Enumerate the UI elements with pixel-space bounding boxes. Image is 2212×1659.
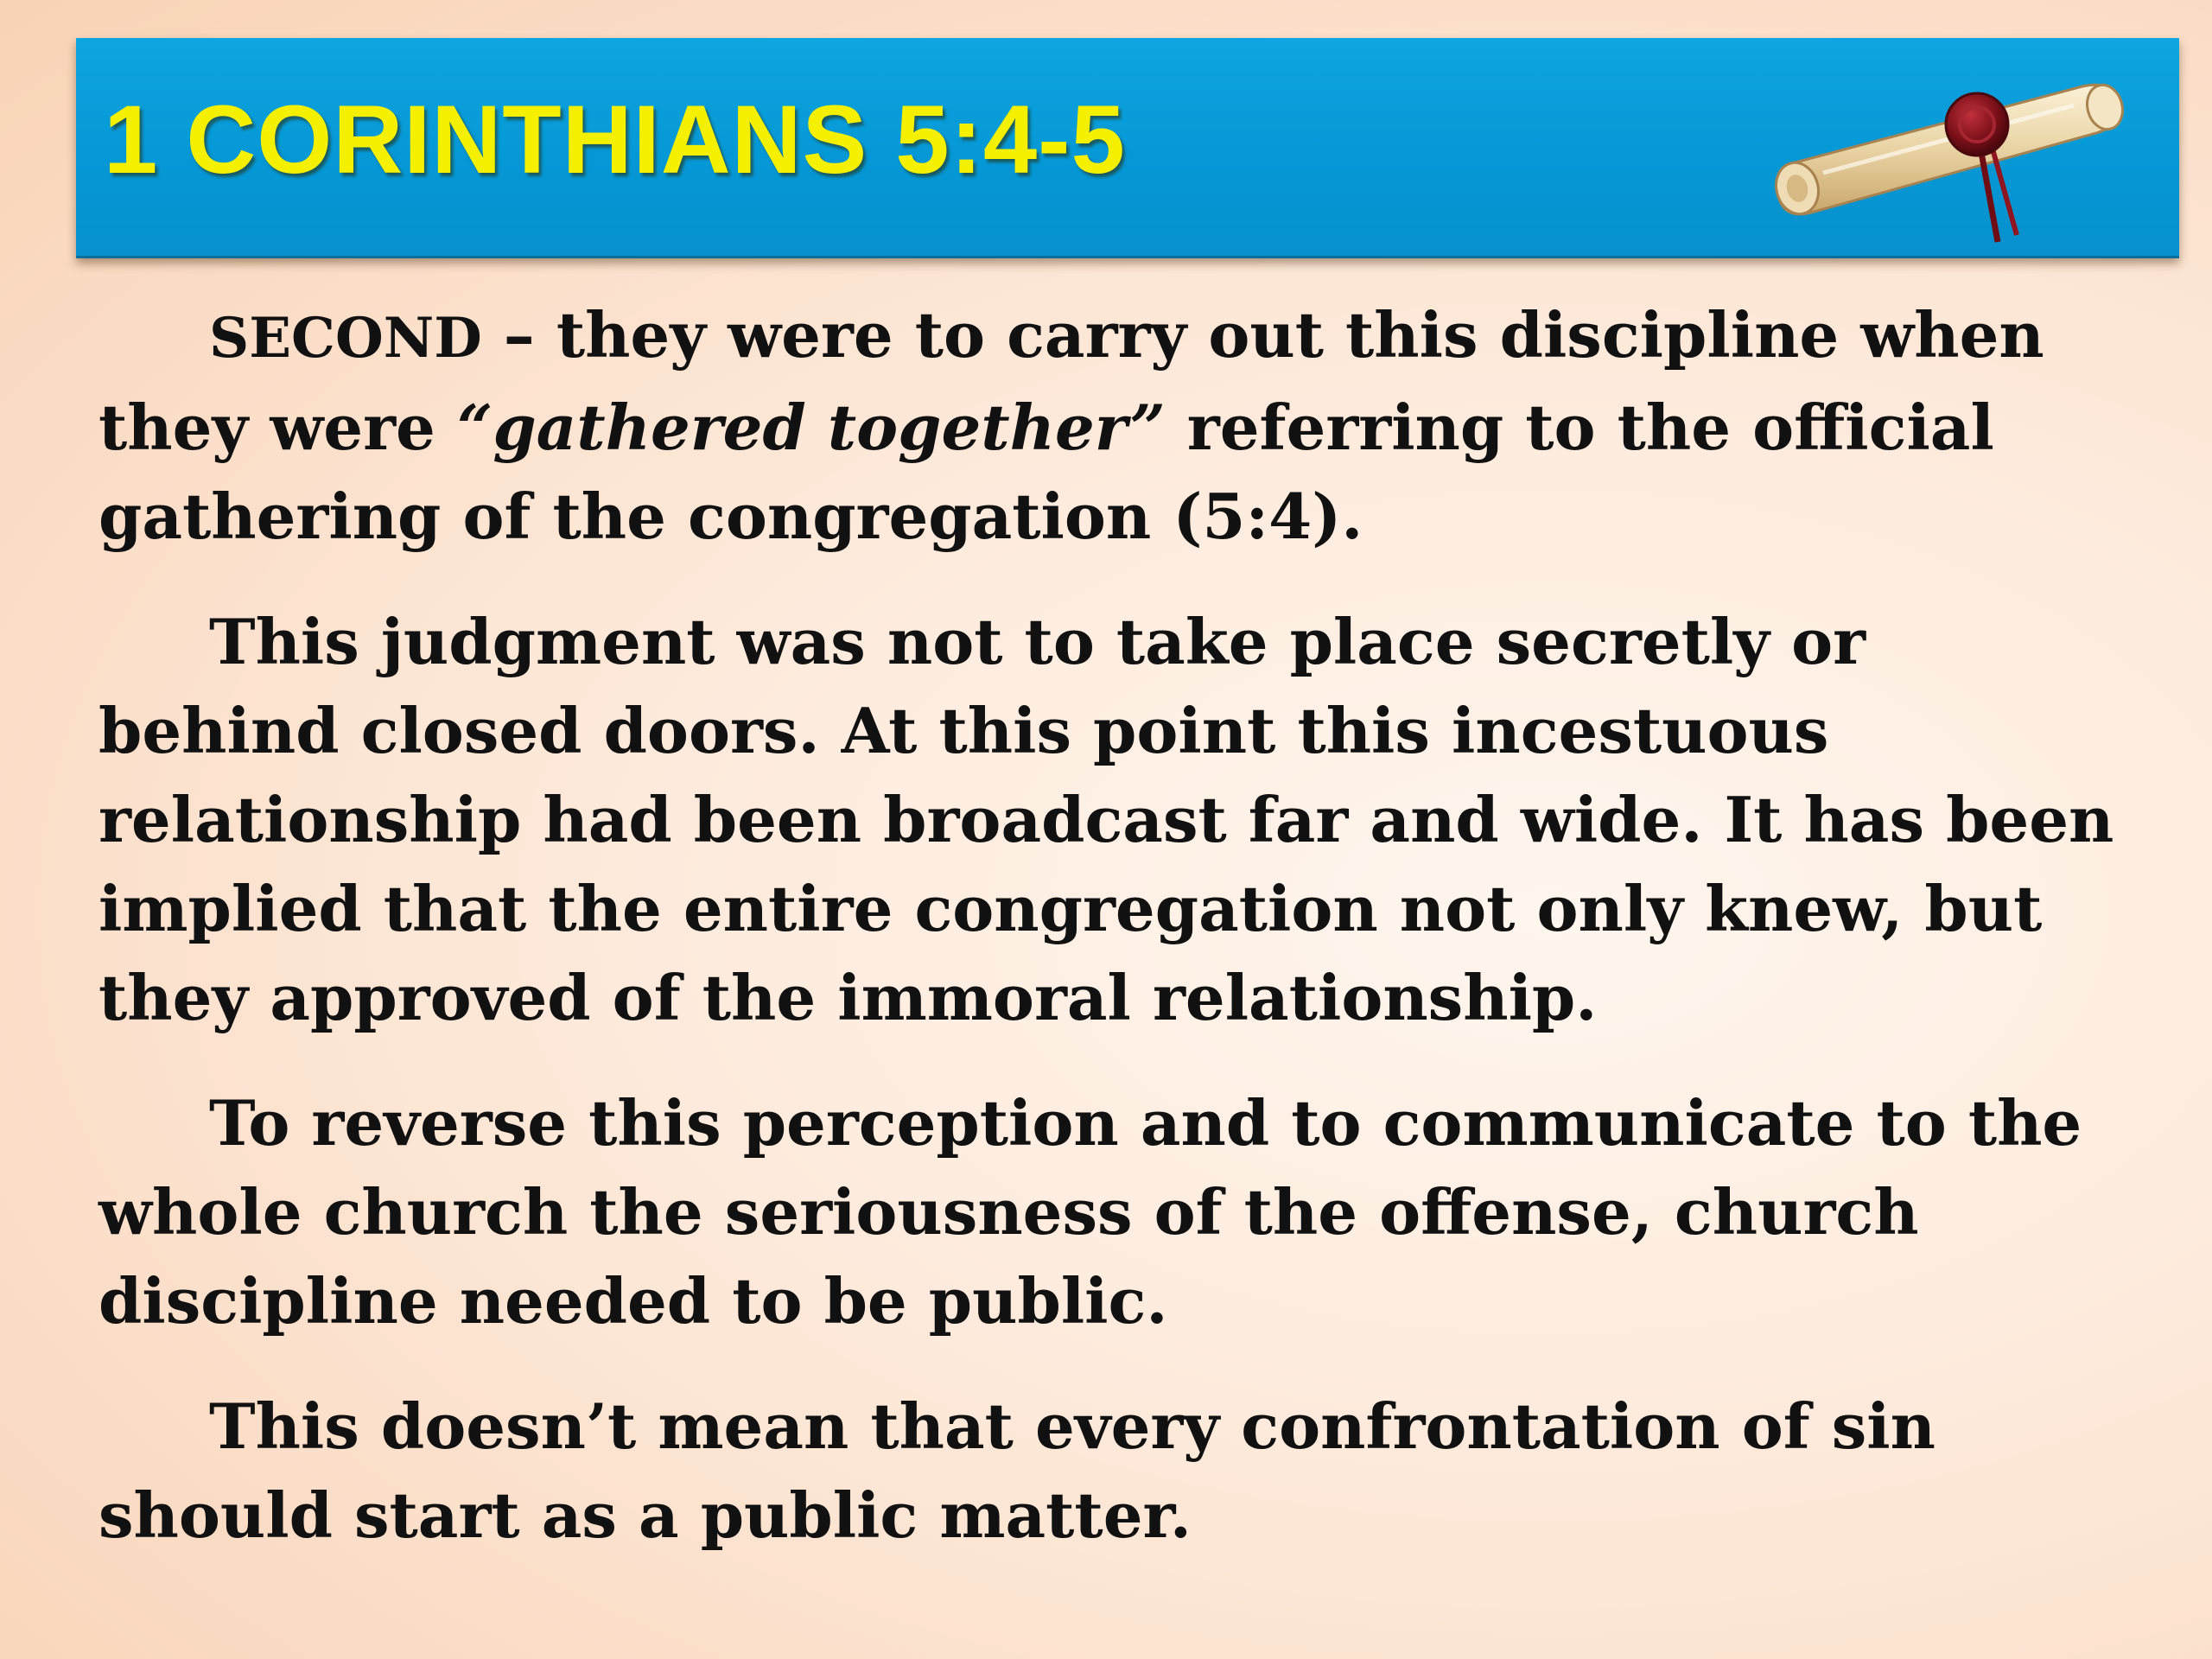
paragraph-text: ). [1312, 480, 1363, 553]
paragraph-second [99, 290, 2120, 561]
slide-title: 1 CORINTHIANS 5:4-5 [104, 86, 1126, 194]
paragraph-reverse-perception: To reverse this perception and to communicate to the whole church the seriousness of the offense, church discipline needed to be public. [99, 1086, 2082, 1338]
scripture-reference: 5:4 [1202, 480, 1313, 553]
quoted-phrase: “gathered together” [456, 391, 1166, 464]
scroll-with-wax-seal-icon [1771, 35, 2134, 259]
paragraph-text: – they were to carry out this discipline when they were [99, 298, 2044, 464]
paragraph-text: referring to the official gathering of the congregation ( [99, 391, 1994, 553]
paragraph-judgment: This judgment was not to take place secretly or behind closed doors. At this point this incestuous relationship had been broadcast far and wide. It has been implied that the entire congregation not only knew, but they approved of the immoral relationship. [99, 605, 2114, 1034]
slide-body [99, 290, 2120, 1596]
lead-word-second: SECOND [209, 306, 482, 371]
paragraph-confrontation: This doesn’t mean that every confrontation of sin should start as a public matter. [99, 1389, 1936, 1552]
